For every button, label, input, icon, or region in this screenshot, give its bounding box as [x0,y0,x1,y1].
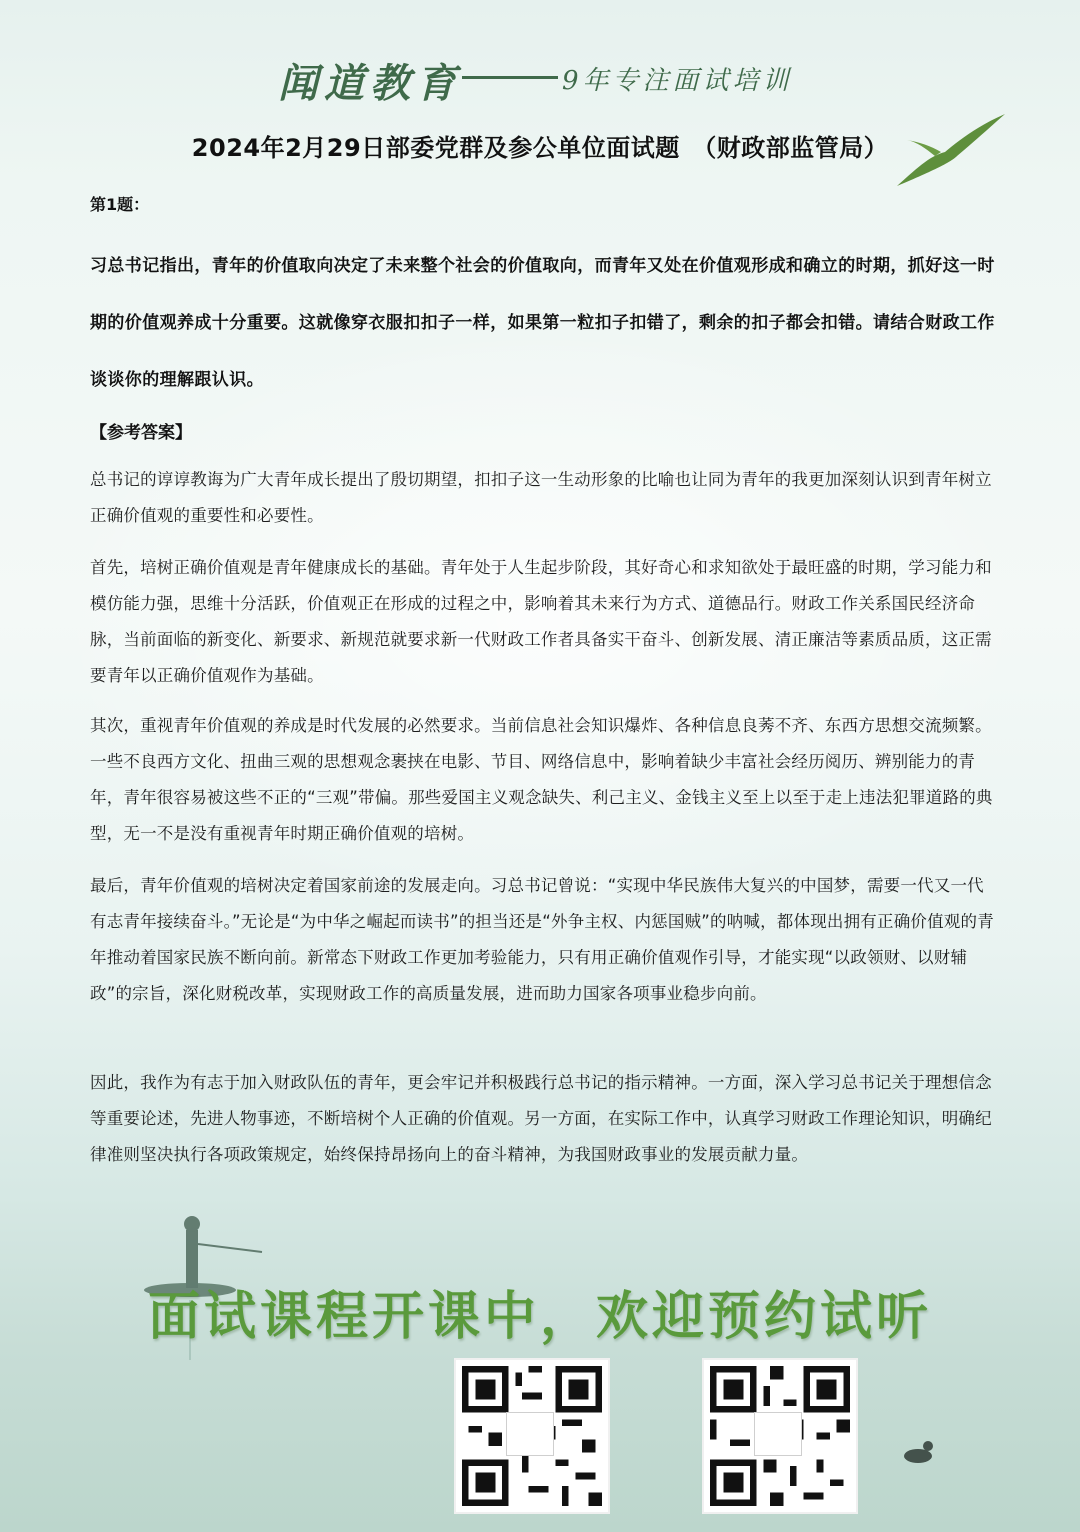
answer-paragraph: 首先，培树正确价值观是青年健康成长的基础。青年处于人生起步阶段，其好奇心和求知欲处于最旺盛的时期，学习能力和模仿能力强，思维十分活跃，价值观正在形成的过程之中，影响着其未来行为方式、道德品行。财政工作关系国民经济命脉，当前面临的新变化、新要求、新规范就要求新一代财政工作者具备实干奋斗、创新发展、清正廉洁等素质品质，这正需要青年以正确价值观作为基础。 [90,558,992,685]
answer-paragraph: 总书记的谆谆教诲为广大青年成长提出了殷切期望，扣扣子这一生动形象的比喻也让同为青年的我更加深刻认识到青年树立正确价值观的重要性和必要性。 [90,470,992,525]
answer-paragraph: 因此，我作为有志于加入财政队伍的青年，更会牢记并积极践行总书记的指示精神。一方面，深入学习总书记关于理想信念等重要论述，先进人物事迹，不断培树个人正确的价值观。另一方面，在实际工作中，认真学习财政工作理论知识，明确纪律准则坚决执行各项政策规定，始终保持昂扬向上的奋斗精神，为我国财政事业的发展贡献力量。 [90,1073,992,1164]
qr-logo [506,1412,554,1456]
qr-logo [754,1412,802,1456]
answer-paragraph: 其次，重视青年价值观的养成是时代发展的必然要求。当前信息社会知识爆炸、各种信息良莠不齐、东西方思想交流频繁。一些不良西方文化、扭曲三观的思想观念裹挟在电影、节目、网络信息中，影响着缺少丰富社会经历阅历、辨别能力的青年，青年很容易被这些不正的“三观”带偏。那些爱国主义观念缺失、利己主义、金钱主义至上以至于走上违法犯罪道路的典型，无一不是没有重视青年时期正确价值观的培树。 [90,716,993,843]
promo-banner: 面试课程开课中，欢迎预约试听 [147,1286,932,1347]
question-label: 第1题： [90,195,150,214]
brand-tagline: 9年专注面试培训 [562,66,793,96]
answer-label: 【参考答案】 [90,423,192,443]
qr-code-icon[interactable] [456,1360,608,1512]
brand-logo: 闻道教育 [278,60,462,107]
question-text: 习总书记指出，青年的价值取向决定了未来整个社会的价值取向，而青年又处在价值观形成和确立的时期，抓好这一时期的价值观养成十分重要。这就像穿衣服扣扣子一样，如果第一粒扣子扣错了，剩余的扣子都会扣错。请结合财政工作谈谈你的理解跟认识。 [90,256,995,390]
document-title: 2024年2月29日部委党群及参公单位面试题 （财政部监管局） [191,134,889,162]
answer-paragraph: 最后，青年价值观的培树决定着国家前途的发展走向。习总书记曾说：“实现中华民族伟大复兴的中国梦，需要一代又一代有志青年接续奋斗。”无论是“为中华之崛起而读书”的担当还是“外争主权、内惩国贼”的呐喊，都体现出拥有正确价值观的青年推动着国家民族不断向前。新常态下财政工作更加考验能力，只有用正确价值观作引导，才能实现“以政领财、以财辅政”的宗旨，深化财税改革，实现财政工作的高质量发展，进而助力国家各项事业稳步向前。 [90,876,994,1003]
duck-silhouette [904,1441,933,1463]
divider-line [462,76,558,79]
qr-code-icon[interactable] [704,1360,856,1512]
header-banner [0,40,1080,110]
